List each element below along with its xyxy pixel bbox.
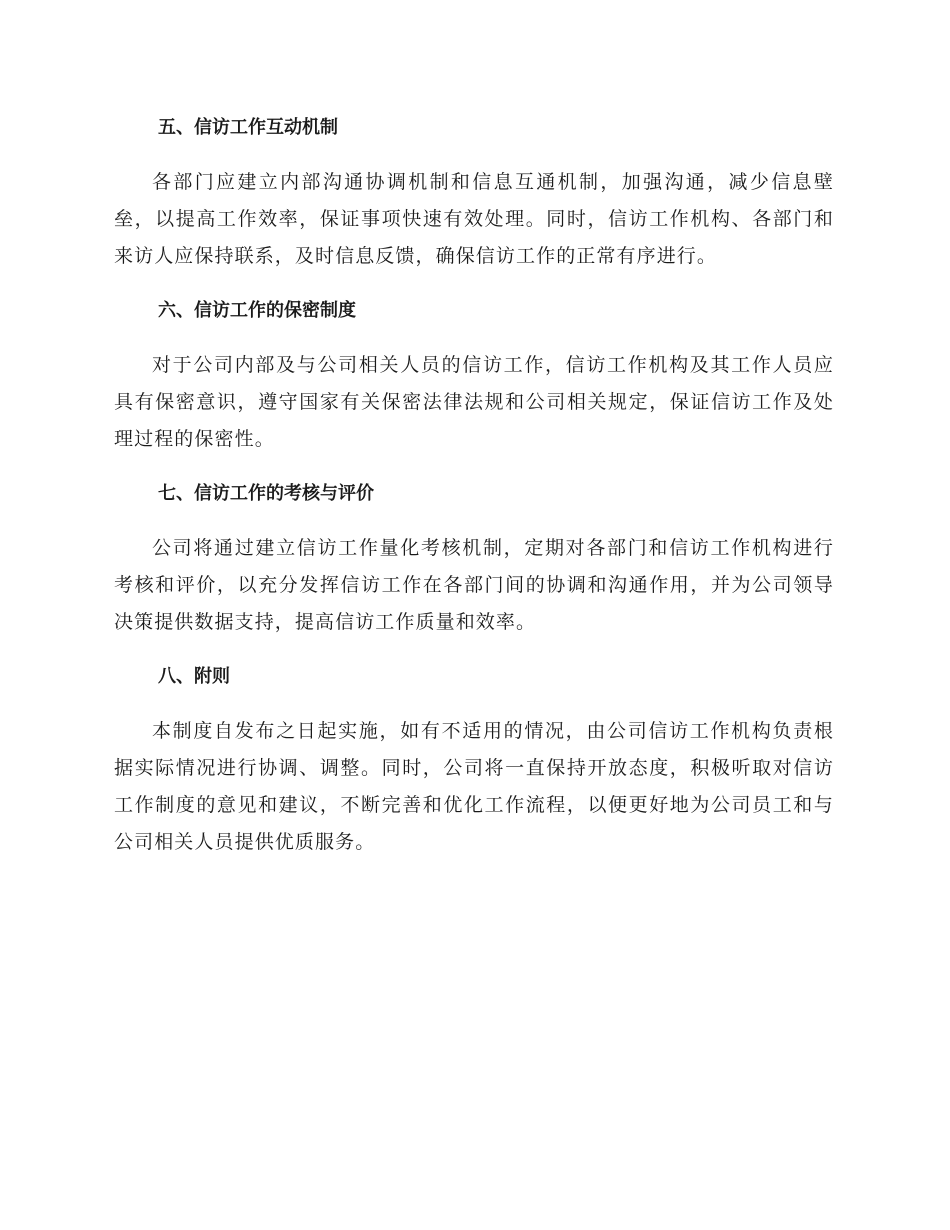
section-supplementary <box>114 659 834 861</box>
section-confidentiality <box>114 293 834 458</box>
section-heading: 五、信访工作互动机制 <box>158 117 338 138</box>
section-heading: 八、附则 <box>158 666 230 687</box>
section-heading: 六、信访工作的保密制度 <box>158 300 356 321</box>
document-page <box>114 110 834 879</box>
section-paragraph: 本制度自发布之日起实施，如有不适用的情况，由公司信访工作机构负责根据实际情况进行协调、调整。同时，公司将一直保持开放态度，积极听取对信访工作制度的意见和建议，不断完善和优化工作流程，以便更好地为公司员工和与公司相关人员提供优质服务。 <box>114 720 834 853</box>
section-paragraph: 公司将通过建立信访工作量化考核机制，定期对各部门和信访工作机构进行考核和评价，以充分发挥信访工作在各部门间的协调和沟通作用，并为公司领导决策提供数据支持，提高信访工作质量和效率。 <box>114 537 834 633</box>
section-heading: 七、信访工作的考核与评价 <box>158 483 374 504</box>
section-paragraph: 对于公司内部及与公司相关人员的信访工作，信访工作机构及其工作人员应具有保密意识，遵守国家有关保密法律法规和公司相关规定，保证信访工作及处理过程的保密性。 <box>114 354 834 450</box>
section-paragraph: 各部门应建立内部沟通协调机制和信息互通机制，加强沟通，减少信息壁垒，以提高工作效率，保证事项快速有效处理。同时，信访工作机构、各部门和来访人应保持联系，及时信息反馈，确保信访工作的正常有序进行。 <box>114 171 834 267</box>
section-interaction-mechanism <box>114 110 834 275</box>
section-assessment <box>114 476 834 641</box>
